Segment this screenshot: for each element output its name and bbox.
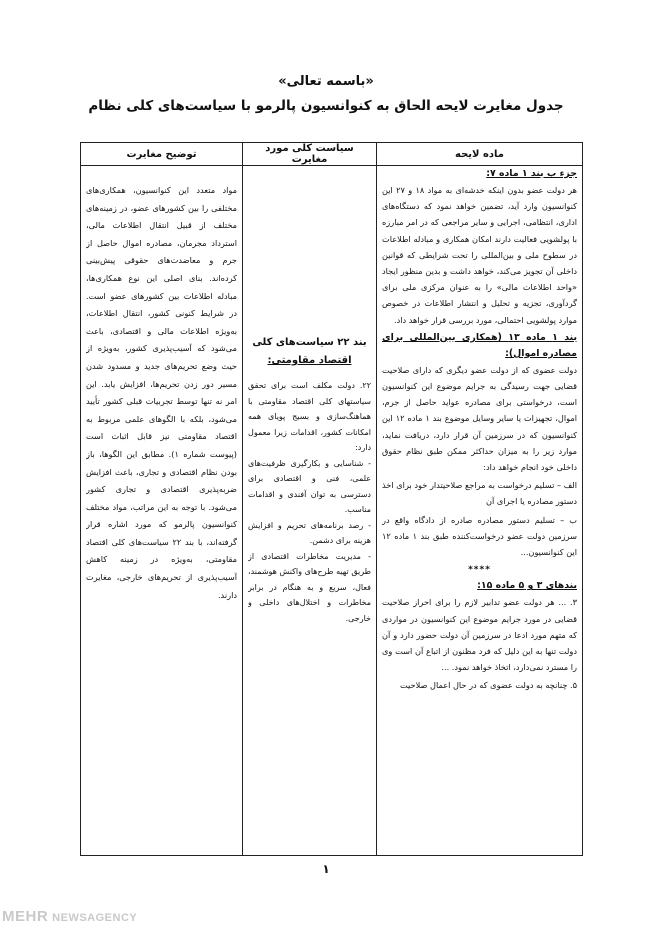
bill-section-1-paragraph: هر دولت عضو بدون اینکه خدشه‌ای به مواد ۱۸ و ۲۷ این کنوانسیون وارد آید، تضمین خواهد نمود که دستگاه‌های اداری، انتظامی، اجرایی و سایر مراجعی که در امر مبارزه با پولشویی فعالیت دارند امکان همکاری و مبادله اطلاعات در سطوح ملی و بین‌المللی را تحت شرایطی که قوانین داخلی آن تجویز می‌کند، خواهد داشت و بدین منظور ایجاد «واحد اطلاعات مالی» را به عنوان مرکزی ملی برای گردآوری، تجزیه و تحلیل و انتشار اطلاعات در خصوص موارد پولشویی احتمالی، مورد بررسی قرار خواهد داد. — [382, 185, 577, 325]
policy-item: - مدیریت مخاطرات اقتصادی از طریق تهیه طرح‌های واکنش هوشمند، فعال، سریع و به هنگام در برابر مخاطرات و اختلال‌های داخلی و خارجی. — [248, 551, 371, 623]
bill-section-2-title: بند ۱ ماده ۱۳ (همکاری بین‌المللی برای مصادره اموال): — [382, 331, 577, 359]
bismillah-heading: «باسمه تعالی» — [278, 74, 374, 89]
bill-section-3-title: بندهای ۳ و ۵ ماده ۱۵: — [477, 580, 577, 592]
bill-section-2-clause-a: الف – تسلیم درخواست به مراجع صلاحیتدار خود برای اخذ دستور مصادره یا اجرای آن — [382, 480, 577, 507]
column-header-explain: توضیح مغایرت — [81, 143, 243, 166]
bill-section-1-title: جزء ب بند ۱ ماده ۷: — [486, 168, 577, 179]
policy-title-line: بند ۲۲ سیاست‌های کلی — [252, 337, 367, 348]
bill-section-3-paragraph-5: ۵. چنانچه به دولت عضوی که در حال اعمال صلاحیت — [400, 680, 577, 691]
section-separator: **** — [468, 565, 491, 576]
bill-cell — [377, 166, 583, 856]
policy-cell — [243, 166, 377, 856]
watermark-main: MEHR — [2, 908, 49, 925]
bill-section-3-paragraph: ۳. ... هر دولت عضو تدابیر لازم را برای احراز صلاحیت قضایی در مورد جرایم موضوع این کنوانسیون در مواردی که متهم مورد ادعا در سرزمین آن دولت حضور دارد و آن دولت تنها به این دلیل که فرد مظنون از اتباع آن است وی را مسترد نمی‌دارد، اتخاذ خواهد نمود. ... — [382, 597, 577, 673]
explain-cell — [81, 166, 243, 856]
policy-subtitle: اقتصاد مقاومتی: — [267, 355, 352, 366]
watermark-sub: NEWSAGENCY — [52, 912, 138, 924]
document-title: جدول مغایرت لایحه الحاق به کنوانسیون پالرمو با سیاست‌های کلی نظام — [88, 98, 564, 114]
comparison-table — [80, 142, 583, 856]
bill-section-2-paragraph: دولت عضوی که از دولت عضو دیگری که دارای صلاحیت قضایی جهت رسیدگی به جرایم موضوع این کنوانسیون است، درخواستی برای مصادره عواید حاصل از جرم، اموال، تجهیزات یا سایر وسایل موضوع بند ۱ ماده ۱۲ این کنوانسیون که در سرزمین آن قرار دارد، دریافت نماید، موارد زیر را به میزان حداکثر ممکن طبق نظام حقوق داخلی خود انجام خواهد داد: — [382, 364, 577, 473]
column-header-policy: سیاست کلی مورد مغایرت — [243, 143, 377, 166]
page-number: ۱ — [322, 862, 330, 876]
policy-item: - شناسایی و بکارگیری ظرفیت‌های علمی، فنی و اقتصادی برای دسترسی به توان آفندی و اقدامات مناسب. — [248, 458, 371, 514]
table-row — [81, 166, 583, 856]
column-header-bill: ماده لایحه — [377, 143, 583, 166]
bill-section-2-clause-b: ب – تسلیم دستور مصادره صادره از دادگاه واقع در سرزمین دولت عضو درخواست‌کننده طبق بند ۱ ماده ۱۲ این کنوانسیون... — [382, 514, 577, 558]
policy-paragraph: ۲۲. دولت مکلف است برای تحقق سیاستهای کلی اقتصاد مقاومتی با هماهنگ‌سازی و بسیج پویای همه امکانات کشور، اقدامات زیرا معمول دارد: — [248, 381, 371, 452]
table-header-row — [81, 143, 583, 166]
watermark-logo — [2, 908, 137, 925]
explain-text: مواد متعدد این کنوانسیون، همکاری‌های مختلفی را بین کشورهای عضو، در زمینه‌های مختلف از قبیل انتقال اطلاعات مالی، استرداد مجرمان، مصادره اموال حاصل از جرم و معاضدت‌های حقوقی پیش‌بینی کرده‌اند. بنای اصلی این نوع همکاری‌ها، مبادله اطلاعات بین کشورهای عضو است. در شرایط کنونی کشور، انتقال اطلاعات، به‌ویژه اطلاعات مالی و اقتصادی، باعث می‌شود که آسیب‌پذیری کشور، به‌ویژه از حیث وضع تحریم‌های جدید و مسدود شدن مسیر دور زدن تحریم‌ها، افزایش یابد. این امر نه تنها توسط تجربیات قبلی کشور تأیید می‌شود، بلکه با الگوهای علمی مربوط به اقتصاد مقاومتی نیز قابل اثبات است (پیوست شماره ۱). مطابق این الگوها، باز بودن نظام اقتصادی و تجاری، باعث افزایش ضربه‌پذیری اقتصادی و تجاری کشور می‌شود. با توجه به این مراتب، مواد مختلف کنوانسیون پالرمو که مورد اشاره قرار گرفته‌اند، با بند ۲۲ سیاست‌های کلی اقتصاد مقاومتی، به‌ویژه در زمینه کاهش آسیب‌پذیری از تحریم‌های خارجی، مغایرت دارند. — [86, 185, 237, 600]
policy-body — [248, 378, 371, 626]
policy-title — [248, 334, 371, 370]
policy-item: - رصد برنامه‌های تحریم و افزایش هزینه برای دشمن. — [248, 520, 371, 545]
